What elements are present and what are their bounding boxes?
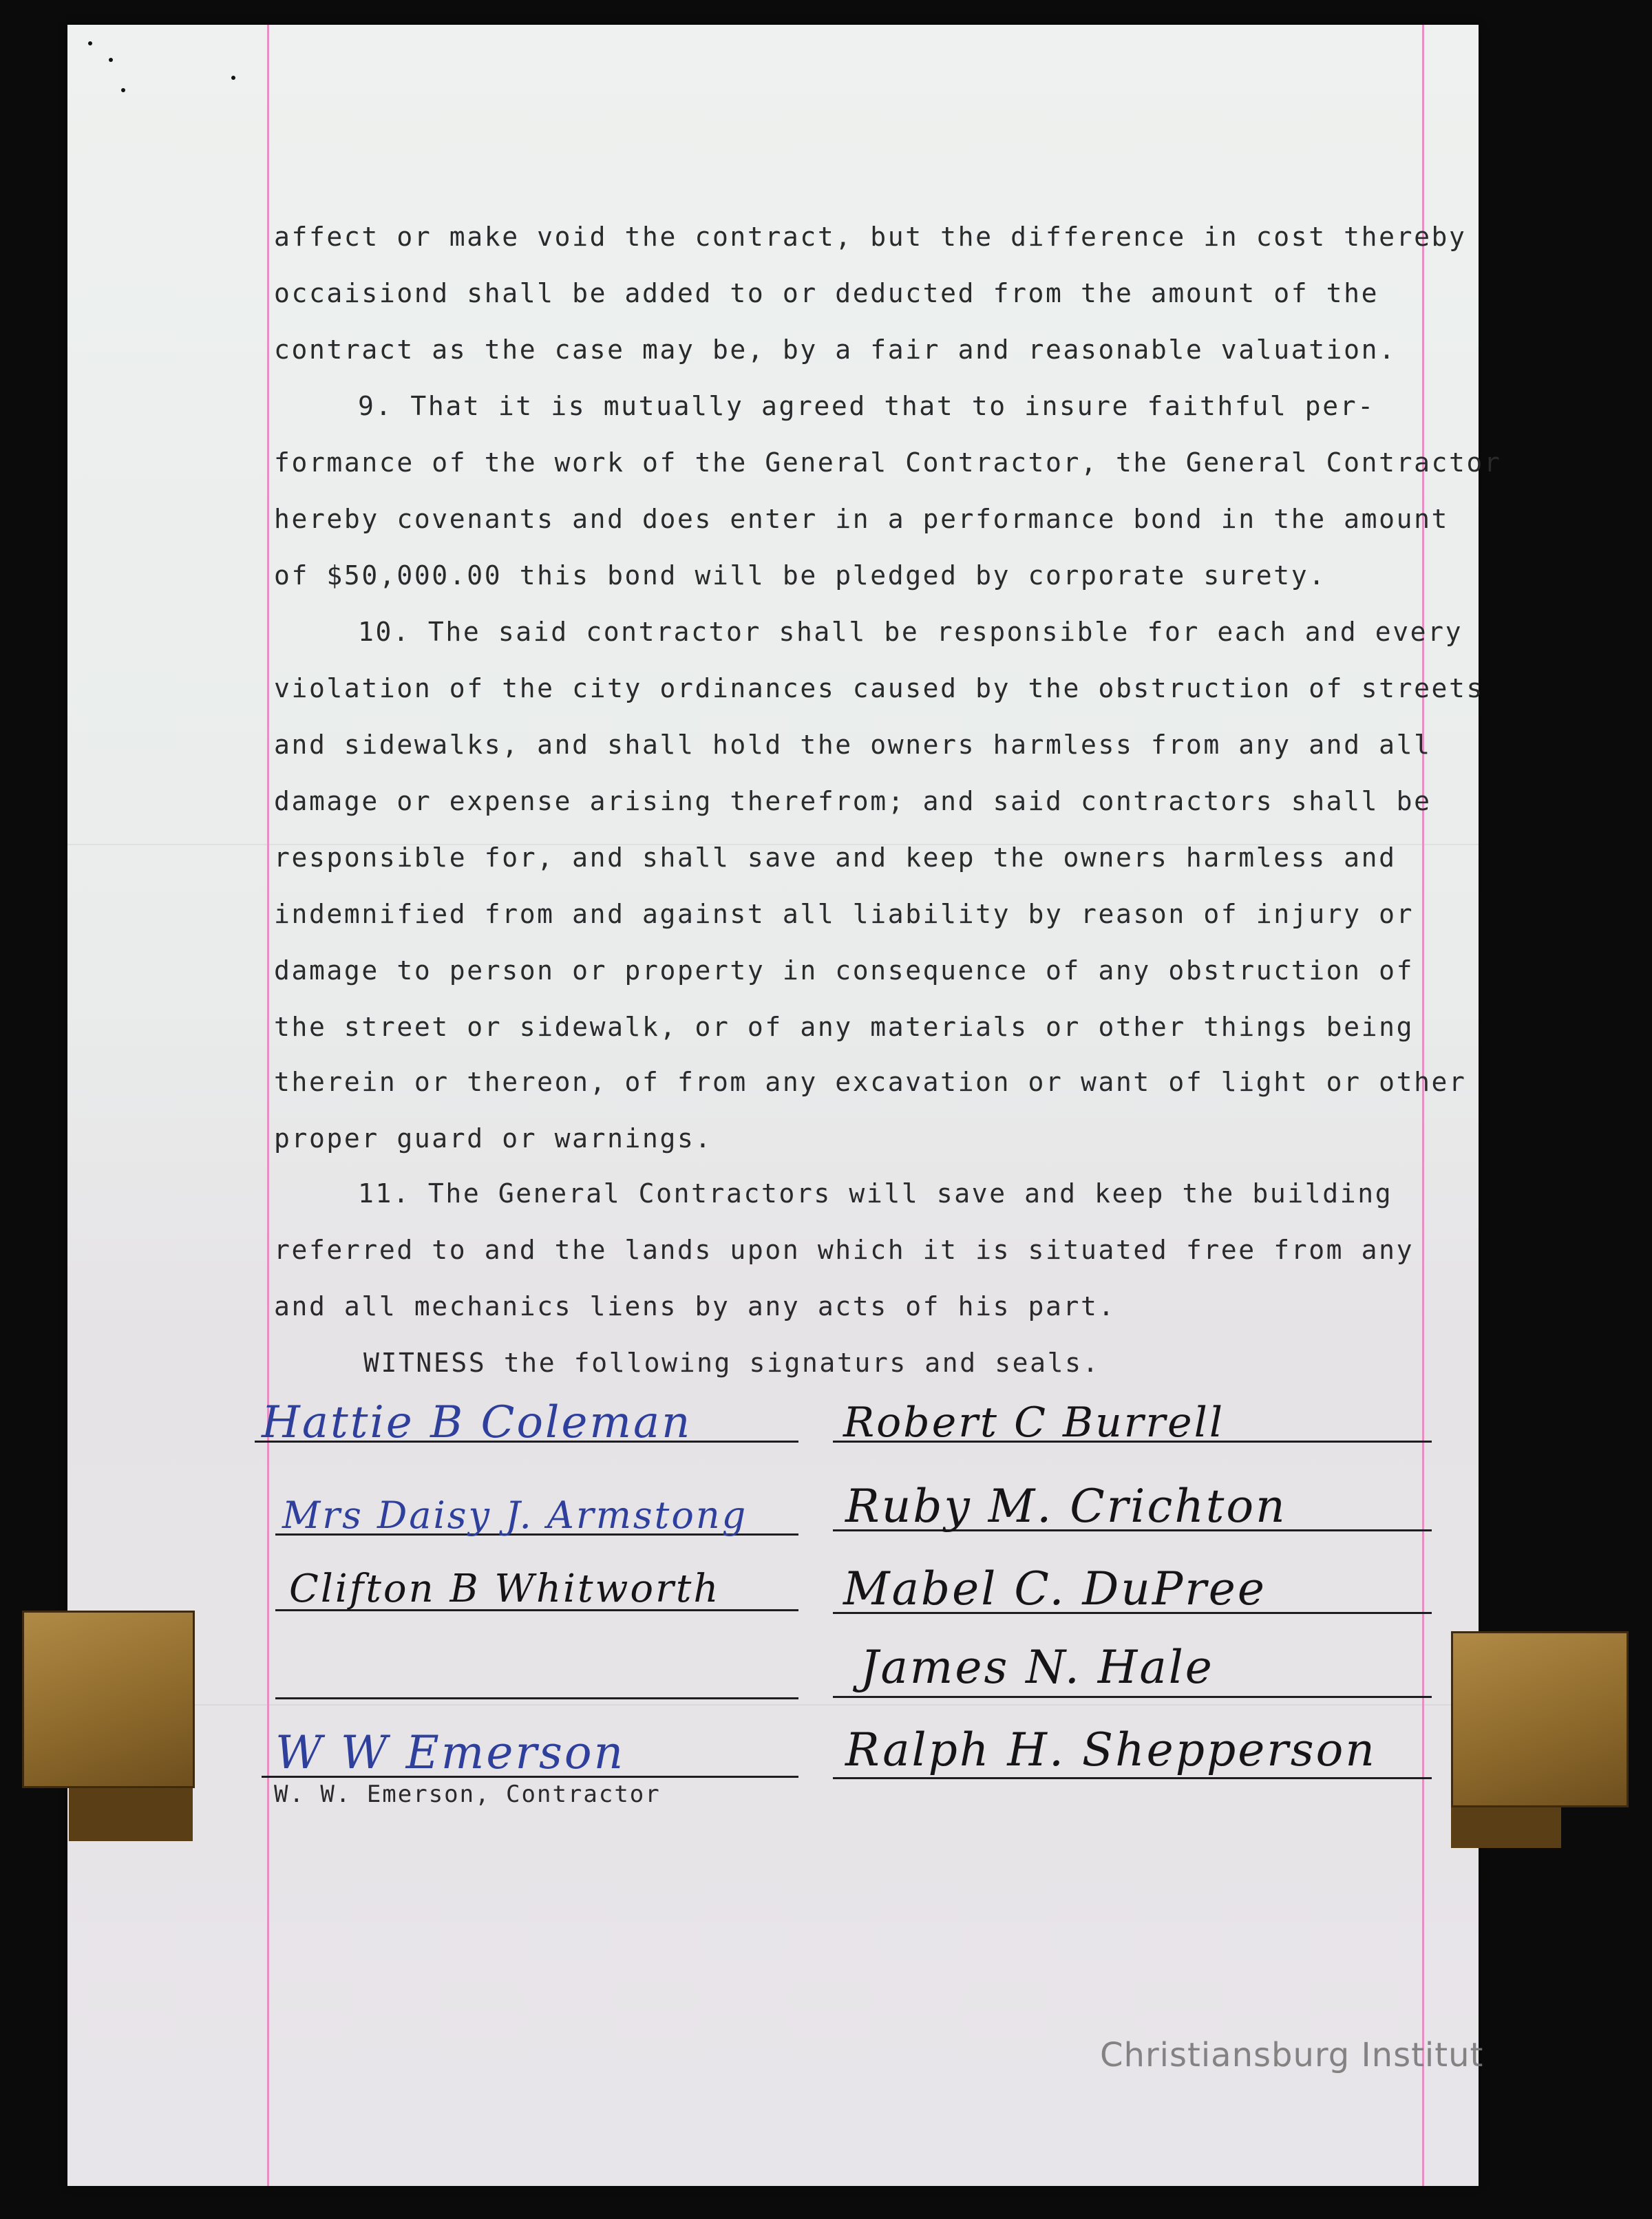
signature-line	[833, 1777, 1432, 1779]
witness-signature: Clifton B Whitworth	[289, 1567, 721, 1611]
owner-signature: James N. Hale	[860, 1641, 1214, 1694]
contractor-signature: W W Emerson	[275, 1726, 626, 1779]
body-line: contract as the case may be, by a fair and reasonable valuation.	[274, 335, 1397, 365]
body-line: of $50,000.00 this bond will be pledged by corporate surety.	[274, 560, 1326, 591]
signature-line	[275, 1697, 798, 1699]
body-line: responsible for, and shall save and keep the owners harmless and	[274, 842, 1397, 873]
body-line: referred to and the lands upon which it is situated free from any	[274, 1235, 1415, 1265]
right-brass-clip	[1451, 1631, 1629, 1807]
witness-line: WITNESS the following signaturs and seals.	[363, 1348, 1101, 1378]
clause-10: 10. The said contractor shall be responsible for each and every	[358, 617, 1463, 647]
signature-line	[833, 1696, 1432, 1698]
body-line: and sidewalks, and shall hold the owners harmless from any and all	[274, 730, 1432, 760]
owner-signature: Ralph H. Shepperson	[845, 1723, 1377, 1776]
contractor-caption: W. W. Emerson, Contractor	[274, 1781, 661, 1808]
body-line: the street or sidewalk, or of any materials or other things being	[274, 1012, 1415, 1042]
clause-9: 9. That it is mutually agreed that to insure faithful per-	[358, 391, 1375, 421]
body-line: damage to person or property in consequence of any obstruction of	[274, 955, 1415, 986]
left-brass-clip	[22, 1611, 195, 1788]
witness-signature: Mrs Daisy J. Armstong	[282, 1494, 748, 1537]
left-margin-rule	[267, 25, 269, 2186]
body-line: hereby covenants and does enter in a performance bond in the amount	[274, 504, 1450, 534]
watermark: Christiansburg Institut	[1100, 2036, 1484, 2074]
witness-signature: Hattie B Coleman	[262, 1397, 692, 1448]
owner-signature: Ruby M. Crichton	[845, 1480, 1287, 1533]
body-line: affect or make void the contract, but the difference in cost thereby	[274, 222, 1467, 252]
body-line: violation of the city ordinances caused by the obstruction of streets	[274, 673, 1484, 703]
body-line: and all mechanics liens by any acts of his part.	[274, 1291, 1116, 1321]
body-line: occaisiond shall be added to or deducted from the amount of the	[274, 278, 1379, 308]
owner-signature: Mabel C. DuPree	[843, 1562, 1267, 1615]
body-line: indemnified from and against all liability by reason of injury or	[274, 899, 1415, 929]
owner-signature: Robert C Burrell	[843, 1399, 1225, 1447]
fold-crease	[67, 1704, 1479, 1706]
body-line: formance of the work of the General Contractor, the General Contractor	[274, 447, 1502, 478]
clause-11: 11. The General Contractors will save and keep the building	[358, 1178, 1393, 1209]
body-line: proper guard or warnings.	[274, 1123, 712, 1154]
body-line: therein or thereon, of from any excavation or want of light or other	[274, 1067, 1467, 1097]
body-line: damage or expense arising therefrom; and said contractors shall be	[274, 786, 1432, 816]
